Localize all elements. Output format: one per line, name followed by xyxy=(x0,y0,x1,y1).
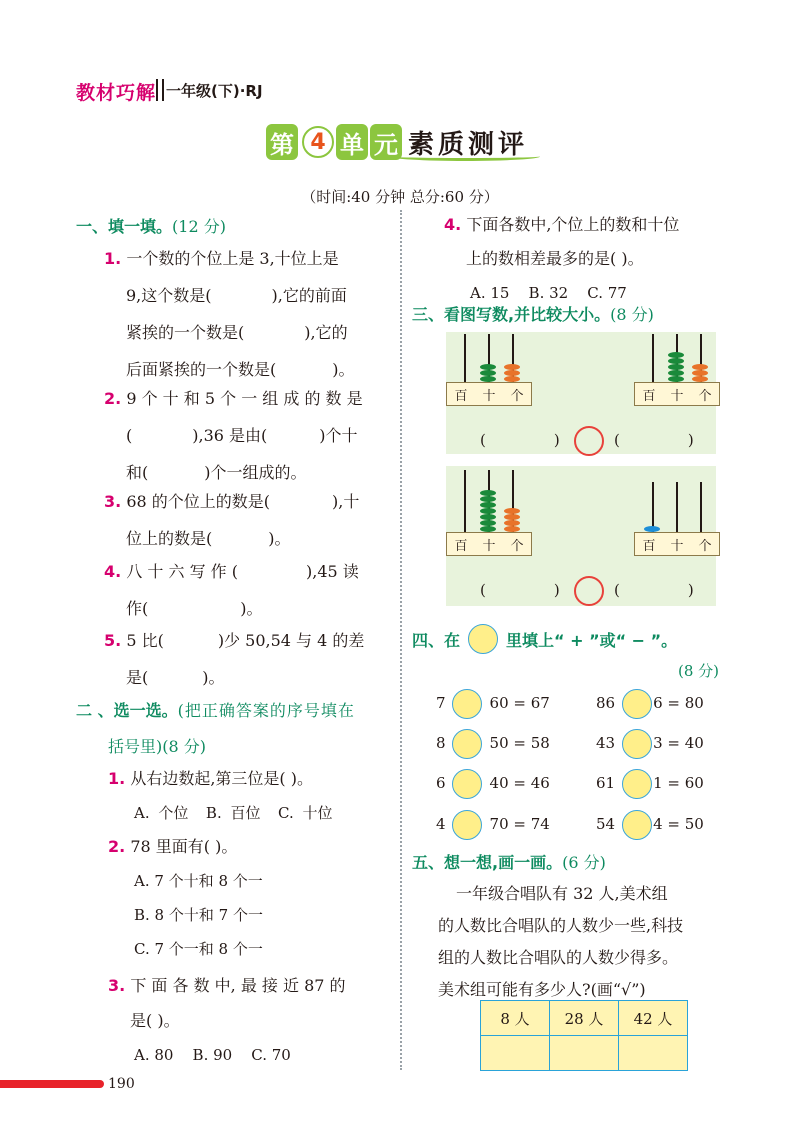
eq-row-3-right: 61 1 = 60 xyxy=(596,774,704,792)
sign-circle[interactable] xyxy=(622,689,652,719)
abacus-base: 百 十 个 xyxy=(634,532,720,556)
s2-question-1: 1. 从右边数起,第三位是( )。 A. 个位 B. 百位 C. 十位 xyxy=(108,769,333,822)
eq-row-3-left: 6 40 = 46 xyxy=(436,774,550,792)
book-brand: 教材巧解 xyxy=(76,82,157,104)
eq-row-1-right: 86 6 = 80 xyxy=(596,694,704,712)
sign-circle[interactable] xyxy=(452,769,482,799)
answer-paren-1: ( ) xyxy=(480,431,560,449)
check-cell[interactable] xyxy=(550,1036,619,1071)
abacus-base: 百 十 个 xyxy=(446,382,532,406)
s1-question-3: 3. 68 的个位上的数是( ),十 位上的数是( )。 xyxy=(104,492,360,548)
s5-question: 一年级合唱队有 32 人,美术组 的人数比合唱队的人数少一些,科技 组的人数比合唱队的人数少得多。 美术组可能有多少人?(画“√”) xyxy=(438,884,684,999)
title-swoosh xyxy=(390,152,540,161)
unit-title-text: 素质测评 xyxy=(408,129,529,160)
eq-row-2-left: 8 50 = 58 xyxy=(436,734,550,752)
abacus-1 xyxy=(446,332,532,408)
abacus-3 xyxy=(446,468,532,558)
table-cell: 42 人 xyxy=(619,1001,688,1036)
s1-question-5: 5. 5 比( )少 50,54 与 4 的差 是( )。 xyxy=(104,631,365,687)
s1-question-1: 1. 一个数的个位上是 3,十位上是 9,这个数是( ),它的前面 紧挨的一个数是( ),它的 后面紧挨的一个数是( )。 xyxy=(104,249,355,379)
section-2-title: 二 、选一选。(把正确答案的序号填在 xyxy=(76,701,355,720)
time-info: （时间:40 分钟 总分:60 分） xyxy=(301,188,499,206)
page-number: 190 xyxy=(108,1076,135,1092)
check-cell[interactable] xyxy=(481,1036,550,1071)
section-4-points: (8 分) xyxy=(678,662,720,680)
table-cell: 28 人 xyxy=(550,1001,619,1036)
sign-circle[interactable] xyxy=(452,810,482,840)
s1-question-2: 2. 9 个 十 和 5 个 一 组 成 的 数 是 ( ),36 是由( )个十 和( )个一组成的。 xyxy=(104,389,363,482)
abacus-base: 百 十 个 xyxy=(446,532,532,556)
abacus-4 xyxy=(634,468,720,558)
answer-paren-2: ( ) xyxy=(614,431,694,449)
table-cell: 8 人 xyxy=(481,1001,550,1036)
section-1-title: 一、填一填。(12 分) xyxy=(76,217,226,236)
s2-question-4: 4. 下面各数中,个位上的数和十位 上的数相差最多的是( )。 A. 15 B. 32 C. 77 xyxy=(444,215,680,302)
unit-number: 4 xyxy=(302,126,334,158)
eq-row-2-right: 43 3 = 40 xyxy=(596,734,704,752)
s2-question-2: 2. 78 里面有( )。 A. 7 个十和 8 个一 B. 8 个十和 7 个一 C. 7 个一和 8 个一 xyxy=(108,837,263,958)
circle-icon xyxy=(468,624,498,654)
answer-paren-4: ( ) xyxy=(614,581,694,599)
unit-title-yuan: 元 xyxy=(370,124,402,160)
compare-circle-2[interactable] xyxy=(574,576,604,606)
sign-circle[interactable] xyxy=(622,769,652,799)
s1-question-4: 4. 八 十 六 写 作 ( ),45 读 作( )。 xyxy=(104,562,359,618)
answer-paren-3: ( ) xyxy=(480,581,560,599)
unit-title-di: 第 xyxy=(266,124,298,160)
column-divider xyxy=(400,210,402,1070)
eq-row-4-left: 4 70 = 74 xyxy=(436,815,550,833)
sign-circle[interactable] xyxy=(452,689,482,719)
check-cell[interactable] xyxy=(619,1036,688,1071)
header-separator xyxy=(156,79,164,101)
section-4-title: 四、在 里填上“ + ”或“ − ”。 xyxy=(412,624,677,654)
abacus-base: 百 十 个 xyxy=(634,382,720,406)
abacus-2 xyxy=(634,332,720,408)
vote-table xyxy=(480,1000,688,1071)
section-3-title: 三、看图写数,并比较大小。(8 分) xyxy=(412,305,654,324)
eq-row-1-left: 7 60 = 67 xyxy=(436,694,550,712)
sign-circle[interactable] xyxy=(622,810,652,840)
sign-circle[interactable] xyxy=(452,729,482,759)
unit-title-dan: 单 xyxy=(336,124,368,160)
grade-label: 一年级(下)·RJ xyxy=(166,82,263,100)
section-2-title-cont: 括号里)(8 分) xyxy=(108,737,206,756)
compare-circle-1[interactable] xyxy=(574,426,604,456)
section-5-title: 五、想一想,画一画。(6 分) xyxy=(412,853,606,872)
footer-bar xyxy=(0,1080,104,1088)
sign-circle[interactable] xyxy=(622,729,652,759)
eq-row-4-right: 54 4 = 50 xyxy=(596,815,704,833)
s2-question-3: 3. 下 面 各 数 中, 最 接 近 87 的 是( )。 A. 80 B. 90 C. 70 xyxy=(108,976,346,1064)
